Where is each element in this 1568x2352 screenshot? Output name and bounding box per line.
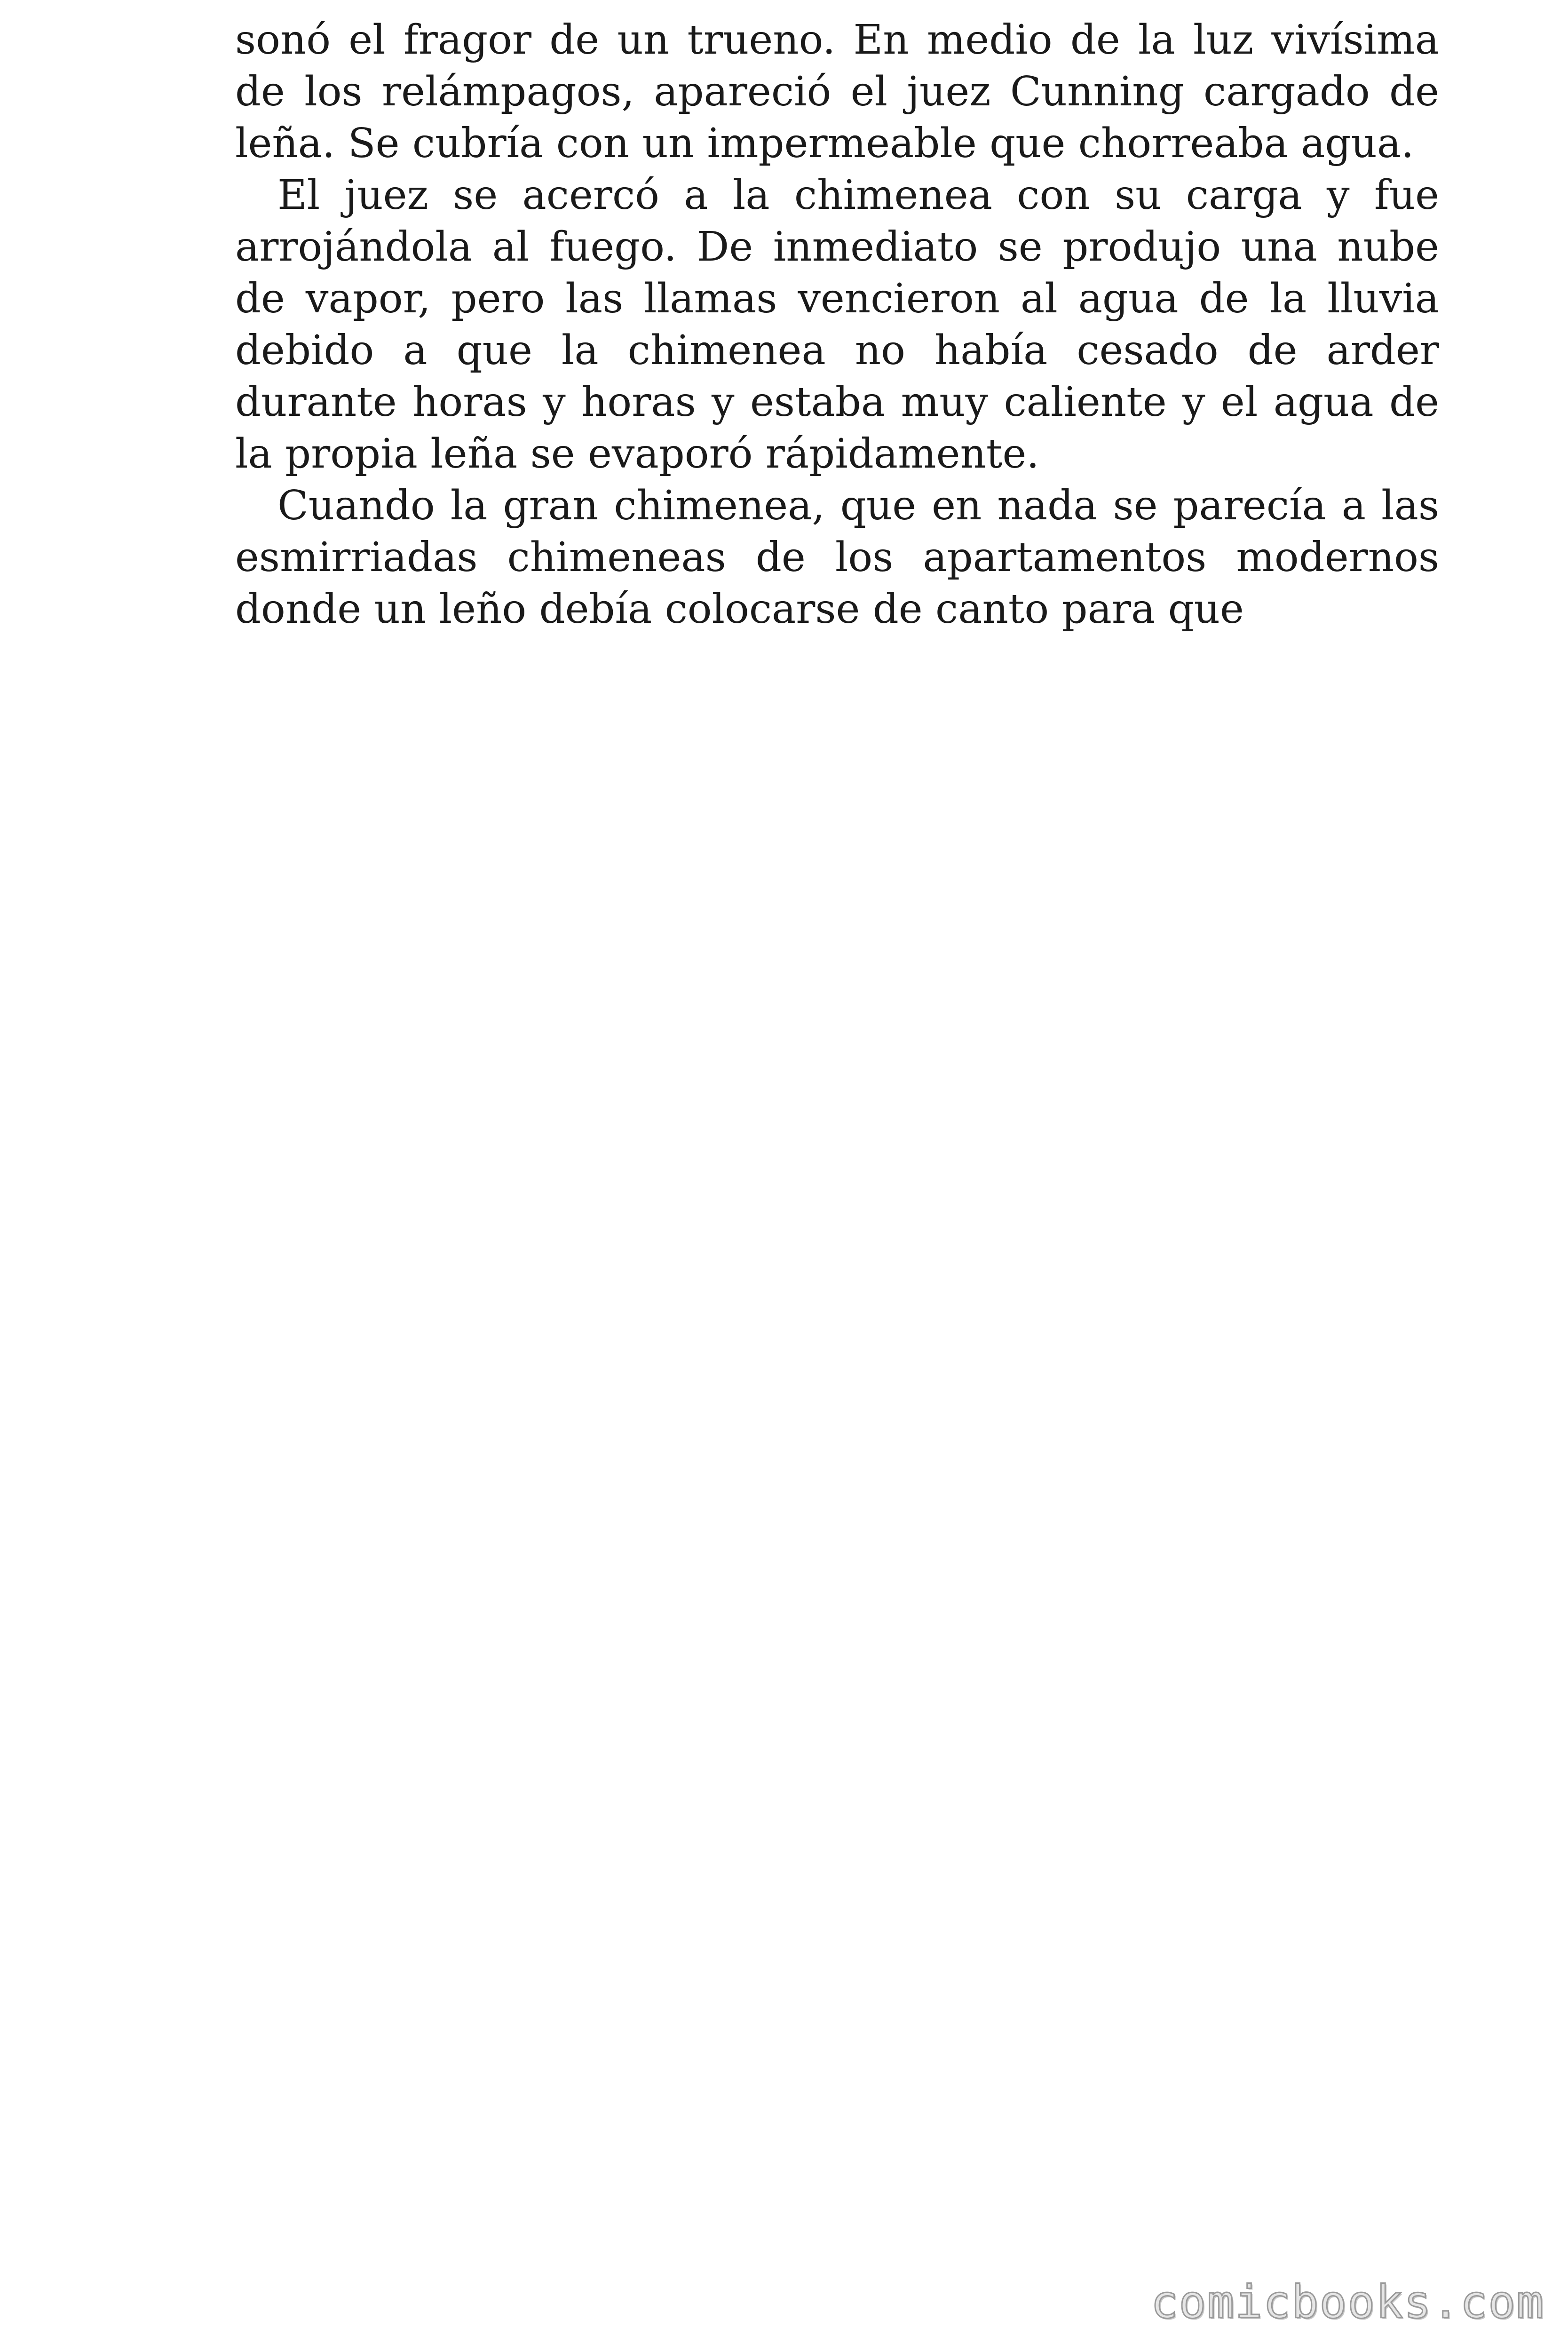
- paragraph-2: El juez se acercó a la chimenea con su carga y fue arrojándola al fuego. De inmediato se produjo una nube de vapor, pero las llamas vencieron al agua de la lluvia debido a que la chimenea no había cesado de arder durante horas y horas y estaba muy caliente y el agua de la propia leña se evaporó rápidamente.: [235, 172, 1439, 477]
- paragraph-1: sonó el fragor de un trueno. En medio de la luz vivísima de los relámpagos, apareció el juez Cunning cargado de leña. Se cubría con un impermeable que chorreaba agua.: [235, 16, 1439, 167]
- watermark: comicbooks.com: [1150, 2276, 1544, 2328]
- paragraph-3: Cuando la gran chimenea, que en nada se parecía a las esmirriadas chimeneas de los apartamentos modernos donde un leño debía colocarse de canto para que: [235, 482, 1439, 633]
- page-body: [235, 14, 1439, 635]
